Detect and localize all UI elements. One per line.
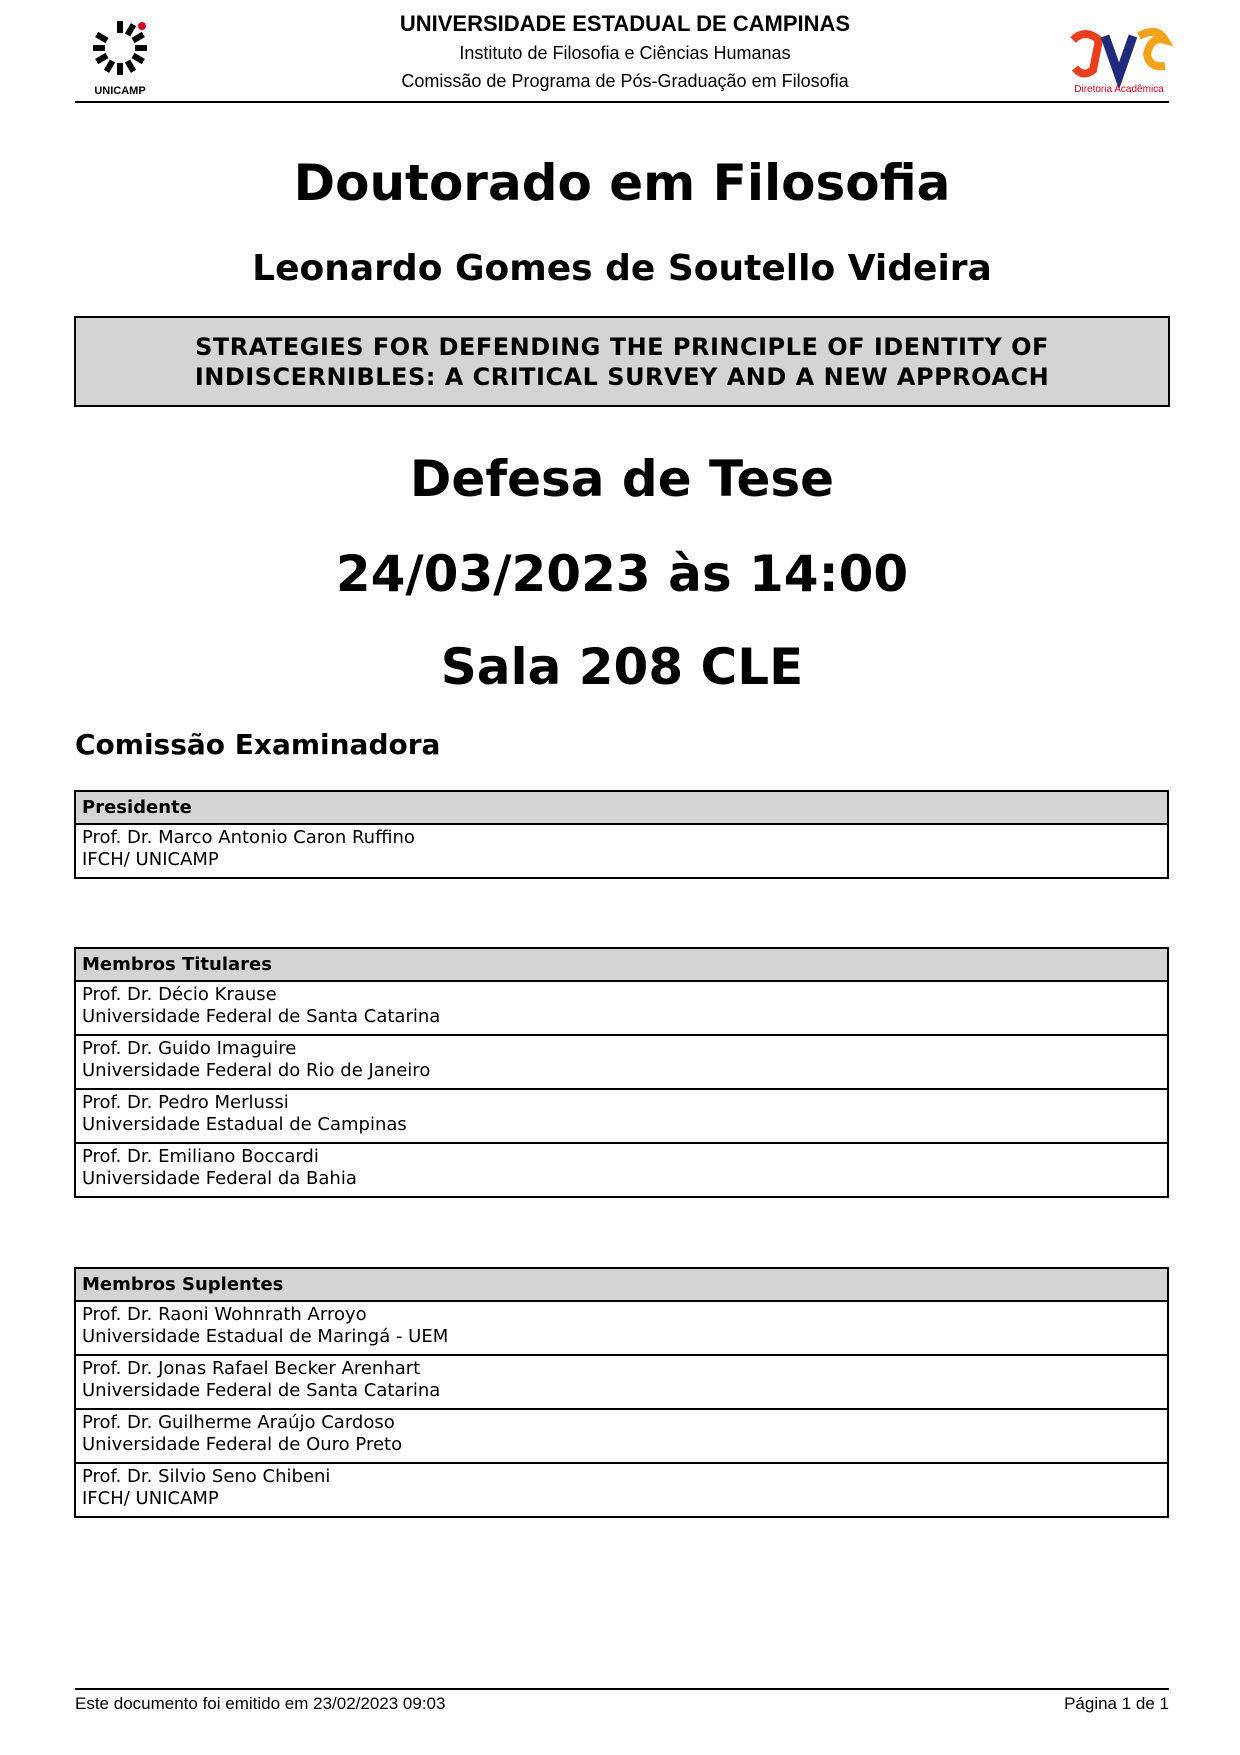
event-room: Sala 208 CLE [440,638,804,696]
member-institution: Universidade Federal de Santa Catarina [82,1006,441,1027]
titulares-heading: Membros Titulares [75,948,1168,981]
member-institution: IFCH/ UNICAMP [82,1488,219,1509]
table-row [75,824,1168,878]
thesis-title-line-1: STRATEGIES FOR DEFENDING THE PRINCIPLE OF IDENTITY OF [195,332,1049,361]
member-institution: Universidade Federal de Santa Catarina [82,1380,441,1401]
document-header [75,8,1169,103]
svg-text:Diretoria Acadêmica: Diretoria Acadêmica [1074,84,1164,95]
member-name: Prof. Dr. Silvio Seno Chibeni [82,1466,331,1487]
member-institution: Universidade Federal do Rio de Janeiro [82,1060,431,1081]
member-institution: Universidade Federal de Ouro Preto [82,1434,403,1455]
member-name: Prof. Dr. Jonas Rafael Becker Arenhart [82,1358,421,1379]
suplentes-table [74,1267,1169,1518]
titulares-table [74,947,1169,1198]
president-table [74,790,1169,879]
table-row [75,1409,1168,1463]
table-row [75,1355,1168,1409]
event-datetime: 24/03/2023 às 14:00 [335,545,909,603]
institute-name: Instituto de Filosofia e Ciências Humanas [459,43,791,63]
commission-name: Comissão de Programa de Pós-Graduação em Filosofia [401,71,849,91]
member-institution: Universidade Federal da Bahia [82,1168,357,1189]
diretoria-academica-logo [1065,18,1173,98]
unicamp-logo [80,14,160,98]
member-institution: IFCH/ UNICAMP [82,849,219,870]
committee-heading: Comissão Examinadora [75,728,441,761]
president-heading: Presidente [75,791,1168,824]
suplentes-heading: Membros Suplentes [75,1268,1168,1301]
member-name: Prof. Dr. Guido Imaguire [82,1038,297,1059]
issued-date: Este documento foi emitido em 23/02/2023 09:03 [75,1694,446,1713]
table-row [75,1035,1168,1089]
candidate-name: Leonardo Gomes de Soutello Videira [252,248,992,289]
table-row [75,1143,1168,1197]
member-institution: Universidade Estadual de Campinas [82,1114,407,1135]
page-number: Página 1 de 1 [1064,1694,1169,1713]
program-title: Doutorado em Filosofia [293,154,951,212]
table-row [75,981,1168,1035]
member-name: Prof. Dr. Guilherme Araújo Cardoso [82,1412,395,1433]
member-name: Prof. Dr. Décio Krause [82,984,277,1005]
member-name: Prof. Dr. Emiliano Boccardi [82,1146,319,1167]
header-text [195,8,1055,95]
thesis-title-box [74,316,1170,407]
table-row [75,1463,1168,1517]
member-name: Prof. Dr. Marco Antonio Caron Ruffino [82,827,415,848]
table-row [75,1301,1168,1355]
document-footer [75,1688,1169,1714]
thesis-title-line-2: INDISCERNIBLES: A CRITICAL SURVEY AND A NEW APPROACH [194,362,1050,391]
university-name: UNIVERSIDADE ESTADUAL DE CAMPINAS [399,11,851,36]
member-name: Prof. Dr. Pedro Merlussi [82,1092,289,1113]
member-institution: Universidade Estadual de Maringá - UEM [82,1326,449,1347]
event-title: Defesa de Tese [409,450,835,508]
svg-text:UNICAMP: UNICAMP [94,85,146,97]
member-name: Prof. Dr. Raoni Wohnrath Arroyo [82,1304,367,1325]
table-row [75,1089,1168,1143]
